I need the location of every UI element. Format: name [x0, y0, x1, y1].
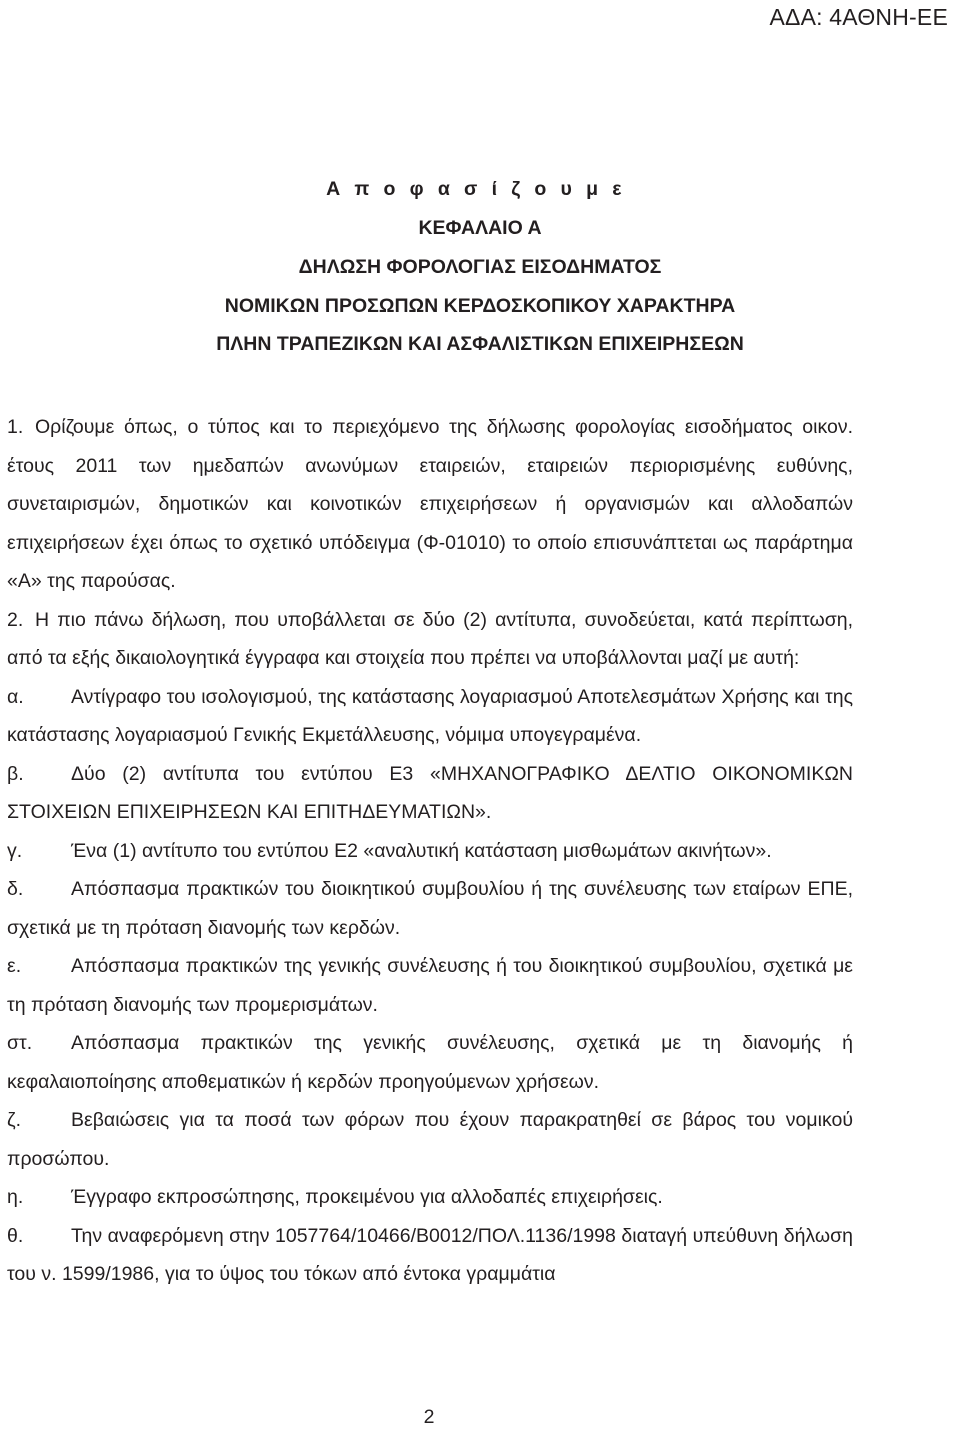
item-text: Απόσπασμα πρακτικών της γενικής συνέλευσης ή του διοικητικού συμβουλίου, σχετικά με τη πρόταση διανομής των προμερισμάτων. [7, 955, 853, 1016]
item-marker: α. [7, 685, 24, 708]
item-text: Την αναφερόμενη στην 1057764/10466/Β0012/ΠΟΛ.1136/1998 διαταγή υπεύθυνη δήλωση του ν. 1599/1986, για το ύψος του τόκων από έντοκα γραμμάτια [7, 1224, 853, 1285]
title-line-2: ΝΟΜΙΚΩΝ ΠΡΟΣΩΠΩΝ ΚΕΡΔΟΣΚΟΠΙΚΟΥ ΧΑΡΑΚΤΗΡΑ [224, 295, 736, 317]
item-marker: η. [7, 1186, 24, 1208]
list-item-st [7, 1024, 853, 1101]
list-item-z [7, 1101, 853, 1178]
item-text: Απόσπασμα πρακτικών της γενικής συνέλευσης, σχετικά με τη διανομής ή κεφαλαιοποίησης αποθεματικών ή κερδών προηγούμενων χρήσεων. [7, 1032, 853, 1093]
list-item-e [7, 947, 853, 1024]
item-marker: β. [7, 762, 24, 785]
paragraph-text: Η πιο πάνω δήλωση, που υποβάλλεται σε δύο (2) αντίτυπα, συνοδεύεται, κατά περίπτωση, από τα εξής δικαιολογητικά έγγραφα και στοιχεία που πρέπει να υποβάλλονται μαζί με αυτή: [7, 608, 853, 669]
paragraph-marker: 1. [7, 416, 24, 438]
item-marker: γ. [7, 839, 23, 862]
item-text: Απόσπασμα πρακτικών του διοικητικού συμβουλίου ή της συνέλευσης των εταίρων ΕΠΕ, σχετικά με τη πρόταση διανομής των κερδών. [7, 878, 853, 939]
item-marker: δ. [7, 878, 24, 900]
item-marker: ε. [7, 955, 22, 977]
list-item-d [7, 870, 853, 947]
chapter-heading: ΚΕΦΑΛΑΙΟ Α [418, 217, 542, 239]
paragraph-text: Ορίζουμε όπως, ο τύπος και το περιεχόμενο της δήλωσης φορολογίας εισοδήματος οικον. έτους 2011 των ημεδαπών ανωνύμων εταιρειών, εταιρειών περιορισμένης ευθύνης, συνεταιρισμών, δημοτικών και κοινοτικών επιχειρήσεων ή οργανισμών και αλλοδαπών επιχειρήσεων έχει όπως το σχετικό υπόδειγμα (Φ-01010) το οποίο επισυνάπτεται ως παράρτημα «Α» της παρούσας. [7, 416, 853, 592]
list-item-i [7, 1178, 853, 1217]
list-item-a [7, 678, 853, 755]
paragraph-marker: 2. [7, 608, 24, 631]
item-text: Αντίγραφο του ισολογισμού, της κατάστασης λογαριασμού Αποτελεσμάτων Χρήσης και της κατάστασης λογαριασμού Γενικής Εκμετάλλευσης, νόμιμα υπογεγραμένα. [7, 685, 853, 746]
item-marker: θ. [7, 1224, 24, 1247]
page-number: 2 [423, 1406, 435, 1428]
ada-code: ΑΔΑ: 4ΑΘΝΗ-ΕΕ [769, 4, 948, 30]
document-body [7, 408, 853, 1294]
item-marker: στ. [7, 1032, 33, 1054]
item-marker: ζ. [7, 1109, 22, 1131]
paragraph-2 [7, 601, 853, 678]
item-text: Έγγραφο εκπροσώπησης, προκειμένου για αλλοδαπές επιχειρήσεις. [71, 1186, 663, 1208]
list-item-b [7, 755, 853, 832]
list-item-th [7, 1217, 853, 1294]
list-item-c [7, 832, 853, 871]
title-line-3: ΠΛΗΝ ΤΡΑΠΕΖΙΚΩΝ ΚΑΙ ΑΣΦΑΛΙΣΤΙΚΩΝ ΕΠΙΧΕΙΡΗΣΕΩΝ [216, 333, 744, 355]
decision-heading: Α π ο φ α σ ί ζ ο υ μ ε [326, 178, 626, 200]
item-text: Δύο (2) αντίτυπα του εντύπου Ε3 «ΜΗΧΑΝΟΓΡΑΦΙΚΟ ΔΕΛΤΙΟ ΟΙΚΟΝΟΜΙΚΩΝ ΣΤΟΙΧΕΙΩΝ ΕΠΙΧΕΙΡΗΣΕΩΝ ΚΑΙ ΕΠΙΤΗΔΕΥΜΑΤΙΩΝ». [7, 762, 853, 823]
paragraph-1 [7, 408, 853, 601]
item-text: Βεβαιώσεις για τα ποσά των φόρων που έχουν παρακρατηθεί σε βάρος του νομικού προσώπου. [7, 1109, 853, 1170]
item-text: Ένα (1) αντίτυπο του εντύπου Ε2 «αναλυτική κατάσταση μισθωμάτων ακινήτων». [71, 839, 772, 862]
title-line-1: ΔΗΛΩΣΗ ΦΟΡΟΛΟΓΙΑΣ ΕΙΣΟΔΗΜΑΤΟΣ [298, 256, 662, 278]
